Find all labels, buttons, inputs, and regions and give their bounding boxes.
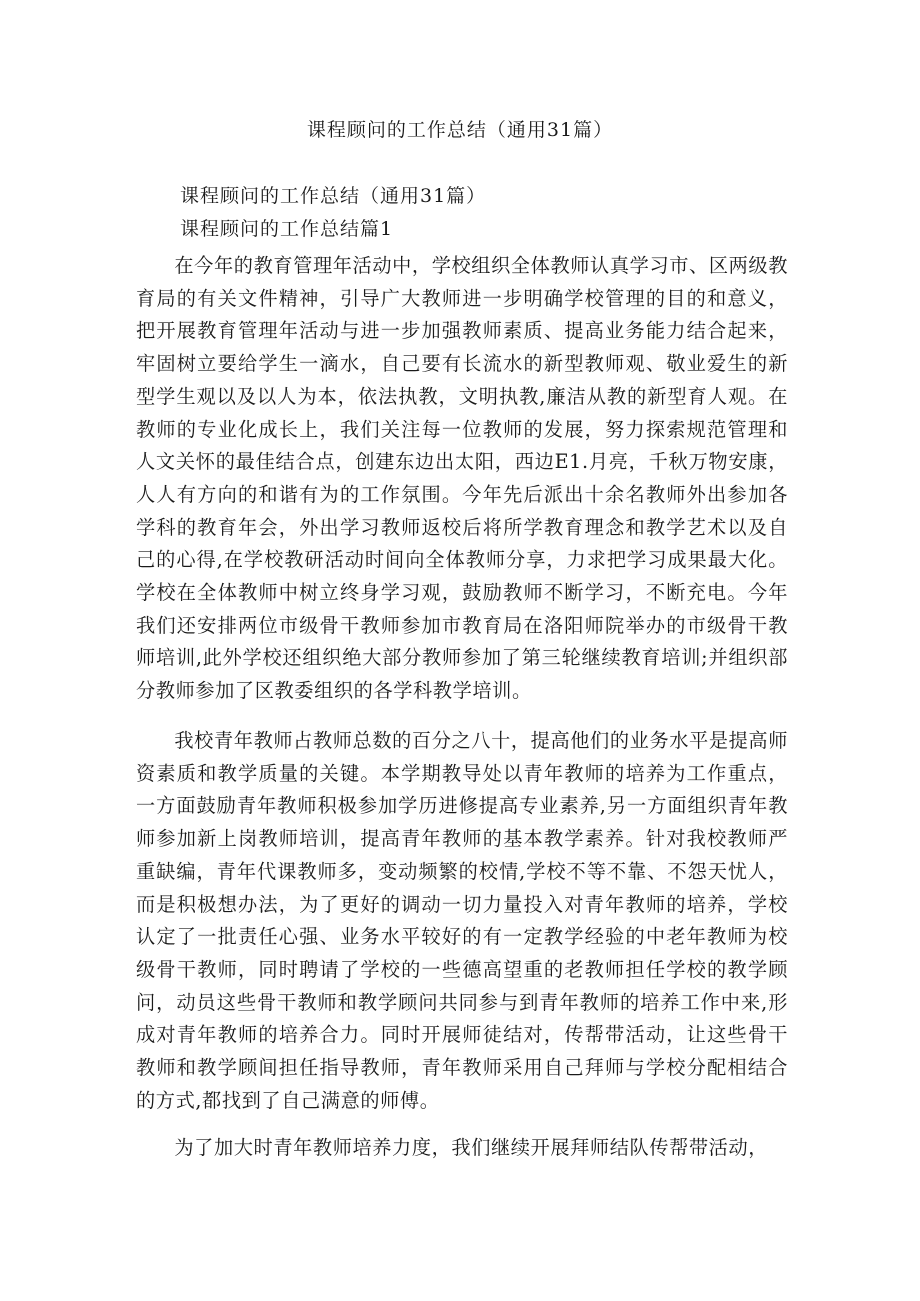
paragraph-1: 在今年的教育管理年活动中，学校组织全体教师认真学习市、区两级教育局的有关文件精神，引导广大教师进一步明确学校管理的目的和意义，把开展教育管理年活动与进一步加强教师素质、提高业务能力结合起来，牢固树立要给学生一滴水，自己要有长流水的新型教师观、敬业爱生的新型学生观以及以人为本，依法执教，文明执教,廉洁从教的新型育人观。在教师的专业化成长上，我们关注每一位教师的发展，努力探索规范管理和人文关怀的最佳结合点，创建东边出太阳，西边E1.月亮，千秋万物安康，人人有方向的和谐有为的工作氛围。今年先后派出十余名教师外出参加各学科的教育年会，外出学习教师返校后将所学教育理念和教学艺术以及自己的心得,在学校教研活动时间向全体教师分享，力求把学习成果最大化。学校在全体教师中树立终身学习观，鼓励教师不断学习，不断充电。今年我们还安排两位市级骨干教师参加市教育局在洛阳师院举办的市级骨干教师培训,此外学校还组织绝大部分教师参加了第三轮继续教育培训;并组织部分教师参加了区教委组织的各学科教学培训。	[136, 254, 788, 703]
section-heading: 课程顾问的工作总结篇1	[180, 218, 394, 240]
paragraph-2: 我校青年教师占教师总数的百分之八十，提高他们的业务水平是提高师资素质和教学质量的关键。本学期教导处以青年教师的培养为工作重点，一方面鼓励青年教师积极参加学历进修提高专业素养,另一方面组织青年教师参加新上岗教师培训，提高青年教师的基本教学素养。针对我校教师严重缺编，青年代课教师多，变动频繁的校情,学校不等不靠、不怨天忧人，而是积极想办法，为了更好的调动一切力量投入对青年教师的培养，学校认定了一批责任心强、业务水平较好的有一定教学经验的中老年教师为校级骨干教师，同时聘请了学校的一些德高望重的老教师担任学校的教学顾问，动员这些骨干教师和教学顾问共同参与到青年教师的培养工作中来,形成对青年教师的培养合力。同时开展师徒结对，传帮带活动，让这些骨干教师和教学顾间担任指导教师，青年教师采用自己拜师与学校分配相结合的方式,都找到了自己满意的师傅。	[136, 729, 788, 1112]
document-subtitle: 课程顾问的工作总结（通用31篇）	[180, 185, 487, 207]
paragraph-3: 为了加大时青年教师培养力度，我们继续开展拜师结队传帮带活动，	[174, 1136, 769, 1159]
document-title: 课程顾问的工作总结（通用31篇）	[306, 119, 614, 141]
